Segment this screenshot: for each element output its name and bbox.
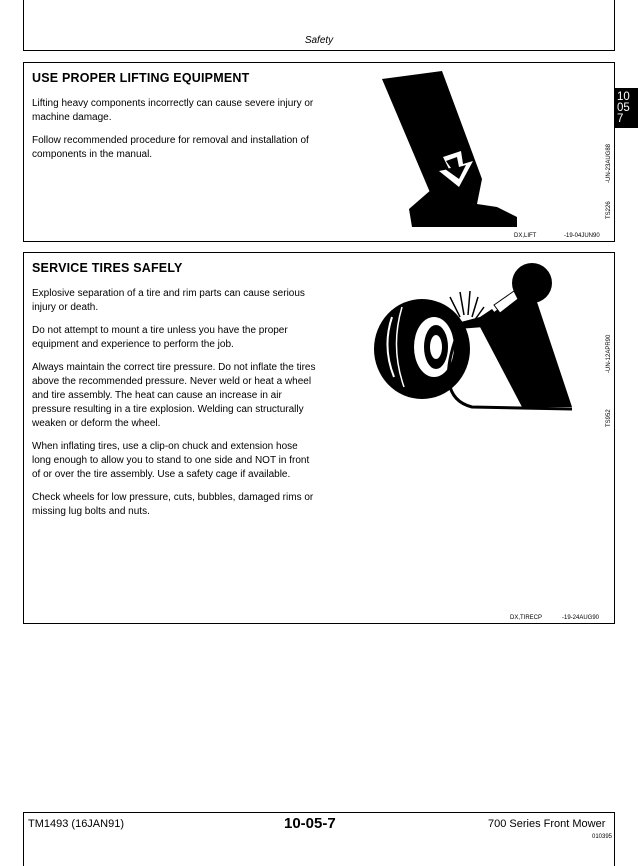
chapter-tab-line: 10 bbox=[617, 91, 630, 103]
section-paragraph: Check wheels for low pressure, cuts, bubbles, damaged rims or missing lug bolts and nuts. bbox=[32, 492, 314, 517]
section-body bbox=[32, 287, 317, 528]
footer-top-rule bbox=[23, 812, 615, 813]
header-bottom-rule bbox=[23, 50, 615, 51]
figure-id: TS226 bbox=[606, 201, 612, 219]
section-paragraph: Always maintain the correct tire pressure. Do not inflate the tires above the recommended pressure. Never weld or heat a wheel and tire assembly. The heat can cause an increase in air pressure resulting in a tire explosion. Welding can structurally weaken or deform the wheel. bbox=[32, 362, 316, 429]
figure-date: -UN-23AUG88 bbox=[606, 143, 612, 183]
lifting-boot-illustration bbox=[377, 69, 562, 229]
footer-manual-id: TM1493 (16JAN91) bbox=[28, 818, 124, 830]
chapter-tab-line: 05 bbox=[617, 102, 630, 114]
section-title: USE PROPER LIFTING EQUIPMENT bbox=[32, 71, 250, 85]
page-header-title: Safety bbox=[304, 35, 334, 46]
ref-date: -19-04JUN90 bbox=[564, 233, 600, 239]
section-title: SERVICE TIRES SAFELY bbox=[32, 261, 183, 275]
footer-page-number: 10-05-7 bbox=[284, 815, 336, 832]
section-tires bbox=[23, 252, 615, 624]
ref-code: DX,LIFT bbox=[514, 233, 537, 239]
footer-product: 700 Series Front Mower bbox=[488, 818, 606, 830]
section-paragraph: Follow recommended procedure for removal and installation of components in the manual. bbox=[32, 135, 309, 160]
section-paragraph: Do not attempt to mount a tire unless you have the proper equipment and experience to perform the job. bbox=[32, 325, 288, 350]
chapter-tab-label bbox=[617, 92, 630, 125]
section-paragraph: Explosive separation of a tire and rim parts can cause serious injury or death. bbox=[32, 288, 305, 313]
footer-code: 010395 bbox=[592, 834, 613, 840]
footer-right-rule bbox=[614, 812, 615, 866]
ref-date: -19-24AUG90 bbox=[562, 615, 600, 621]
footer-left-rule bbox=[23, 812, 24, 866]
chapter-tab-line: 7 bbox=[617, 113, 624, 125]
tire-inflation-illustration bbox=[372, 257, 602, 417]
section-lifting bbox=[23, 62, 615, 242]
section-paragraph: Lifting heavy components incorrectly can cause severe injury or machine damage. bbox=[32, 98, 314, 123]
figure-id: TS952 bbox=[606, 409, 612, 427]
ref-code: DX,TIRECP bbox=[510, 615, 543, 621]
section-paragraph: When inflating tires, use a clip-on chuck and extension hose long enough to allow you to stand to one side and NOT in front of or over the tire assembly. Use a safety cage if available. bbox=[32, 441, 310, 480]
section-body bbox=[32, 97, 317, 171]
figure-date: -UN-12APR90 bbox=[606, 334, 612, 373]
